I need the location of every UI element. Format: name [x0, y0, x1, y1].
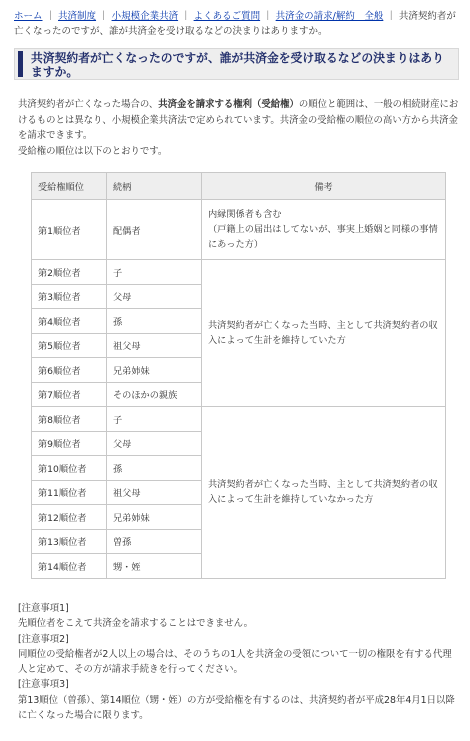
intro-line3: 受給権の順位は以下のとおりです。 [18, 145, 168, 157]
note-line: 内縁関係者も含む [208, 209, 282, 220]
header-rank: 受給権順位 [32, 173, 107, 200]
intro-part2: の順位と範囲は、一般の相続財産におけるものとは異なり、小規模企業共済法で定められています。共済金の受給権の順位の高い方から共済金を請求できます。 [18, 99, 459, 141]
intro-paragraph [18, 97, 460, 144]
table-header-row [32, 173, 446, 200]
header-note: 備考 [202, 173, 446, 200]
rank-cell: 第14順位者 [32, 554, 107, 579]
relation-cell: 配偶者 [107, 200, 202, 260]
table-row [32, 407, 446, 432]
rank-cell: 第6順位者 [32, 358, 107, 383]
breadcrumb-current: 共済契約者が亡くなったのですが、誰が共済金を受け取るなどの決まりはありますか。 [14, 11, 456, 37]
breadcrumb [14, 9, 460, 39]
breadcrumb-link-claim-general[interactable]: 共済金の請求/解約 全般 [275, 11, 384, 22]
relation-cell: 曽孫 [107, 529, 202, 554]
relation-cell: 祖父母 [107, 480, 202, 505]
breadcrumb-separator: ｜ [263, 11, 273, 22]
rank-cell: 第10順位者 [32, 456, 107, 481]
note-2-title: [注意事項2] [18, 633, 69, 645]
page-title: 共済契約者が亡くなったのですが、誰が共済金を受け取るなどの決まりはありますか。 [31, 51, 444, 79]
relation-cell: 祖父母 [107, 333, 202, 358]
page-title-box [14, 48, 459, 80]
note-1-title: [注意事項1] [18, 603, 69, 614]
rank-cell: 第2順位者 [32, 260, 107, 285]
note-cell: 共済契約者が亡くなった当時、主として共済契約者の収入によって生計を維持していなかった方 [202, 407, 446, 579]
title-accent-bar [18, 51, 23, 77]
relation-cell: 子 [107, 407, 202, 432]
relation-cell: 父母 [107, 284, 202, 309]
intro-part1: 共済契約者が亡くなった場合の、 [18, 99, 159, 110]
breadcrumb-link-kyosai-seido[interactable]: 共済制度 [58, 11, 97, 22]
rank-cell: 第3順位者 [32, 284, 107, 309]
breadcrumb-separator: ｜ [181, 11, 191, 22]
header-relation: 続柄 [107, 173, 202, 200]
beneficiary-rank-table [31, 172, 446, 579]
relation-cell: 孫 [107, 309, 202, 334]
note-cell: 共済契約者が亡くなった当時、主として共済契約者の収入によって生計を維持していた方 [202, 260, 446, 407]
note-1-text: 先順位者をこえて共済金を請求することはできません。 [18, 618, 253, 630]
rank-cell: 第5順位者 [32, 333, 107, 358]
relation-cell: 兄弟姉妹 [107, 358, 202, 383]
notes-section [18, 601, 460, 723]
note-3-title: [注意事項3] [18, 679, 69, 691]
intro-bold: 共済金を請求する権利（受給権） [158, 99, 299, 110]
rank-cell: 第13順位者 [32, 529, 107, 554]
rank-cell: 第1順位者 [32, 200, 107, 260]
relation-cell: 甥・姪 [107, 554, 202, 579]
rank-cell: 第7順位者 [32, 382, 107, 407]
table-row [32, 260, 446, 285]
relation-cell: 父母 [107, 431, 202, 456]
breadcrumb-link-home[interactable]: ホーム [14, 11, 43, 22]
breadcrumb-link-faq[interactable]: よくあるご質問 [193, 11, 261, 22]
note-cell [202, 200, 446, 260]
table-row [32, 200, 446, 260]
relation-cell: 孫 [107, 456, 202, 481]
breadcrumb-link-shokibo[interactable]: 小規模企業共済 [111, 11, 179, 22]
intro-text [18, 97, 460, 159]
note-line: （戸籍上の届出はしてないが、事実上婚姻と同様の事情にあった方） [208, 224, 438, 250]
rank-cell: 第4順位者 [32, 309, 107, 334]
relation-cell: そのほかの親族 [107, 382, 202, 407]
note-3-text: 第13順位（曽孫）、第14順位（甥・姪）の方が受給権を有するのは、共済契約者が平成28年4月1日以降に亡くなった場合に限ります。 [18, 694, 455, 722]
relation-cell: 子 [107, 260, 202, 285]
rank-cell: 第8順位者 [32, 407, 107, 432]
rank-cell: 第11順位者 [32, 480, 107, 505]
rank-cell: 第9順位者 [32, 431, 107, 456]
note-2-text: 同順位の受給権者が2人以上の場合は、そのうちの1人を共済金の受領について一切の権限を有する代理人と定めて、その方が請求手続きを行ってください。 [18, 648, 452, 676]
breadcrumb-separator: ｜ [45, 11, 56, 22]
rank-cell: 第12順位者 [32, 505, 107, 530]
relation-cell: 兄弟姉妹 [107, 505, 202, 530]
breadcrumb-separator: ｜ [386, 11, 396, 22]
breadcrumb-separator: ｜ [99, 11, 109, 22]
